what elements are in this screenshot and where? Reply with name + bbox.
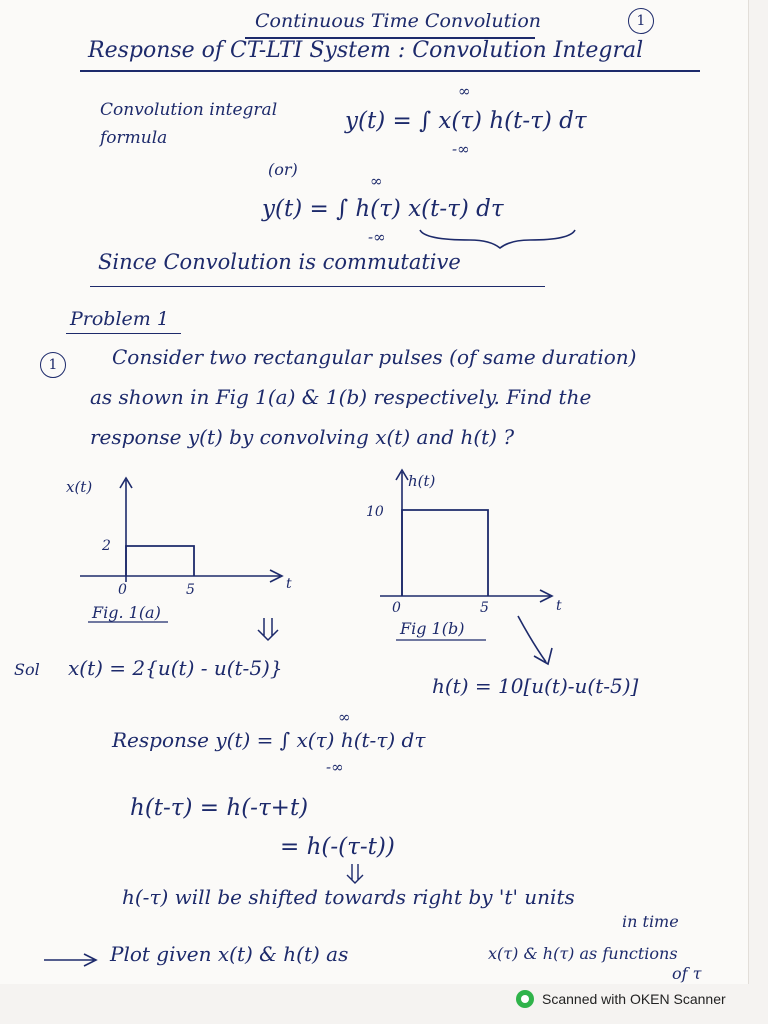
shift-equation-1: h(t-τ) = h(-τ+t)	[130, 795, 309, 821]
scanner-logo-icon	[516, 990, 534, 1008]
fig-b-origin-label: 0	[392, 600, 401, 616]
fig-a-level-label: 2	[102, 538, 111, 554]
fig-a-caption: Fig. 1(a)	[92, 603, 161, 622]
eq1-upper-limit: ∞	[458, 82, 471, 100]
down-arrow-shift	[342, 862, 372, 886]
fig-b-pulse	[402, 510, 488, 596]
convolution-equation-1: y(t) = ∫ x(τ) h(t-τ) dτ	[345, 108, 587, 134]
problem-line-3: response y(t) by convolving x(t) and h(t) ?	[90, 425, 515, 449]
fig-a-x-label: t	[286, 576, 292, 592]
page-number: 1	[628, 8, 654, 34]
curved-arrow-b	[512, 612, 572, 672]
eq2-lower-limit: -∞	[368, 228, 386, 246]
down-arrow-a	[252, 614, 292, 644]
right-arrow-icon	[40, 950, 100, 970]
response-upper-limit: ∞	[338, 708, 351, 726]
section-heading: Response of CT-LTI System : Convolution Integral	[88, 38, 644, 63]
shift-note: h(-τ) will be shifted towards right by 't' units	[122, 885, 575, 909]
problem-title: Problem 1	[70, 308, 169, 330]
problem-underline	[66, 333, 181, 334]
fig-b-end-label: 5	[480, 600, 489, 616]
problem-line-2: as shown in Fig 1(a) & 1(b) respectively. Find the	[90, 385, 592, 409]
shift-note-2: in time	[622, 912, 679, 931]
fig-a-end-label: 5	[186, 582, 195, 598]
eq2-upper-limit: ∞	[370, 172, 383, 190]
eq1-lower-limit: -∞	[452, 140, 470, 158]
fig-b-level-label: 10	[366, 504, 384, 520]
plot-instruction: Plot given x(t) & h(t) as	[110, 942, 349, 966]
plot-instruction-3: of τ	[672, 964, 702, 983]
solution-label: Sol	[14, 660, 40, 679]
fig-a-pulse	[126, 546, 194, 576]
x-expression: x(t) = 2{u(t) - u(t-5)}	[68, 656, 283, 680]
problem-line-1: Consider two rectangular pulses (of same duration)	[112, 345, 637, 369]
commutative-underline	[90, 286, 545, 287]
page-title: Continuous Time Convolution	[255, 10, 542, 32]
fig-b-y-label: h(t)	[408, 472, 436, 490]
response-lower-limit: -∞	[326, 758, 344, 776]
scanner-watermark	[516, 990, 726, 1008]
fig-b-caption: Fig 1(b)	[400, 619, 465, 638]
formula-label-line2: formula	[100, 128, 168, 148]
commutative-note: Since Convolution is commutative	[98, 250, 461, 274]
heading-underline	[80, 70, 700, 72]
fig-b-x-label: t	[556, 598, 562, 614]
or-text: (or)	[268, 160, 298, 179]
problem-number: 1	[40, 352, 66, 378]
fig-a-origin-label: 0	[118, 582, 127, 598]
fig-a-y-label: x(t)	[66, 478, 93, 496]
scanner-text: Scanned with OKEN Scanner	[542, 991, 726, 1007]
convolution-equation-2: y(t) = ∫ h(τ) x(t-τ) dτ	[262, 196, 504, 222]
formula-label-line1: Convolution integral	[100, 100, 278, 120]
h-expression: h(t) = 10[u(t)-u(t-5)]	[432, 674, 639, 698]
response-equation: Response y(t) = ∫ x(τ) h(t-τ) dτ	[112, 728, 426, 752]
shift-equation-2: = h(-(τ-t))	[280, 834, 395, 860]
plot-instruction-2: x(τ) & h(τ) as functions	[488, 944, 678, 963]
